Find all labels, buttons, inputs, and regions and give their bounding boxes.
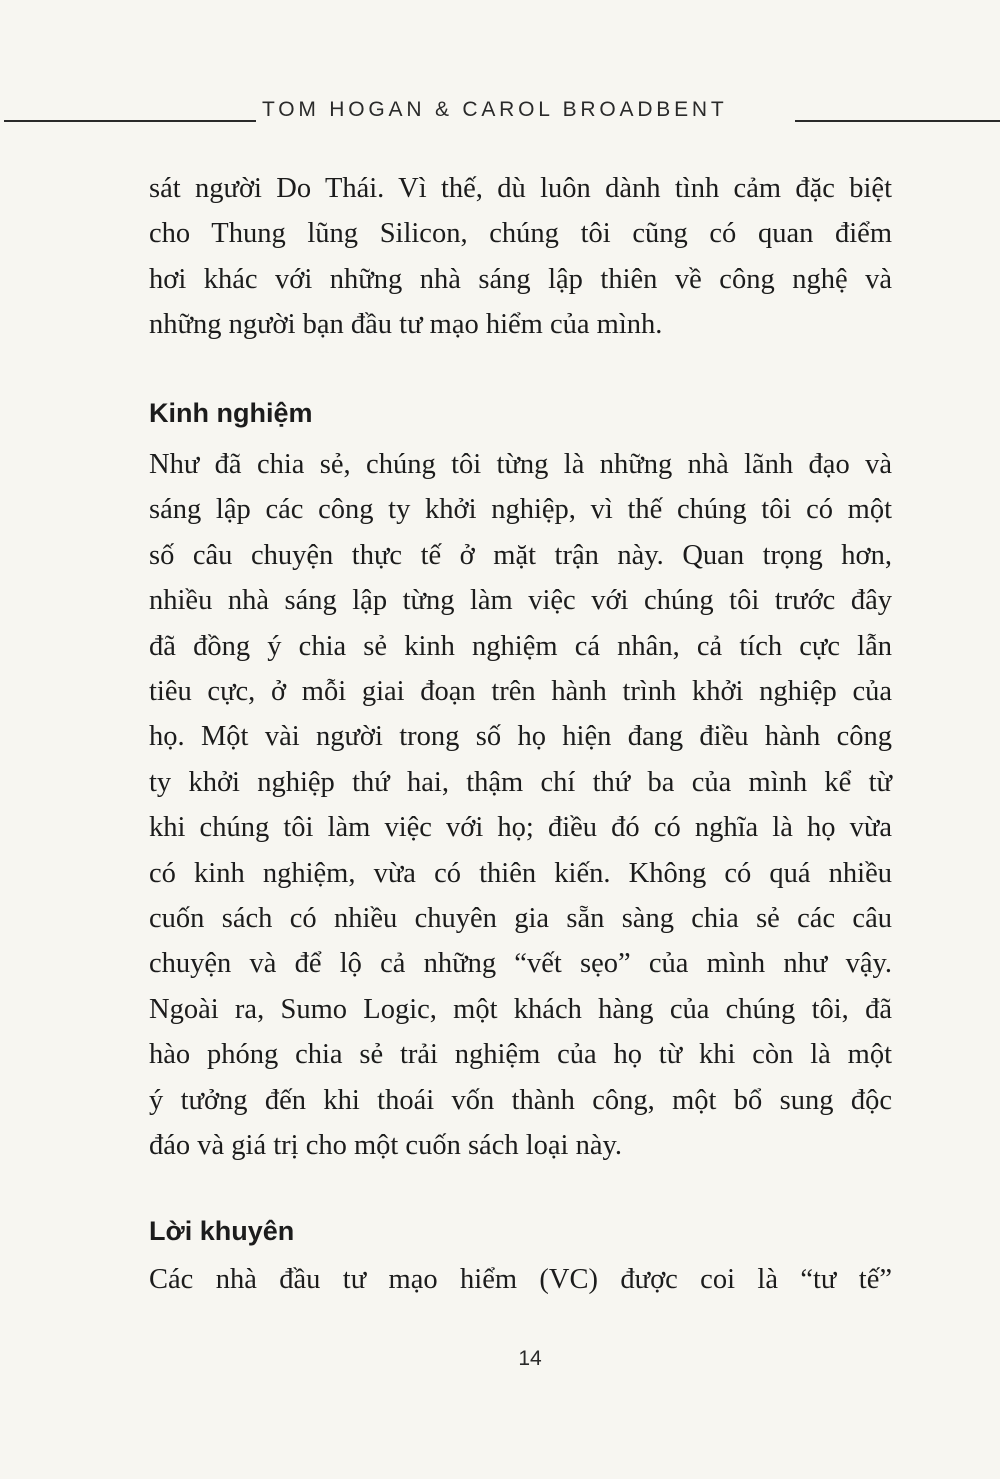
text-line: họ. Một vài người trong số họ hiện đang điều hành công	[149, 721, 892, 753]
text-line: Các nhà đầu tư mạo hiểm (VC) được coi là “tư tế”	[149, 1264, 892, 1295]
text-line: chuyện và để lộ cả những “vết sẹo” của mình như vậy.	[149, 948, 892, 980]
section-heading-advice: Lời khuyên	[149, 1216, 295, 1246]
running-header	[0, 96, 1000, 130]
header-rule-left	[4, 120, 256, 122]
text-line: đáo và giá trị cho một cuốn sách loại này.	[149, 1130, 623, 1162]
advice-paragraph	[149, 1257, 892, 1302]
experience-paragraph	[149, 442, 892, 1169]
page-number: 14	[518, 1347, 542, 1370]
text-line: sát người Do Thái. Vì thế, dù luôn dành tình cảm đặc biệt	[149, 173, 892, 204]
intro-paragraph	[149, 166, 892, 348]
text-line: cho Thung lũng Silicon, chúng tôi cũng có quan điểm	[149, 218, 892, 250]
text-line: đã đồng ý chia sẻ kinh nghiệm cá nhân, cả tích cực lẫn	[149, 630, 892, 662]
section-heading-experience: Kinh nghiệm	[149, 398, 313, 428]
text-line: ý tưởng đến khi thoái vốn thành công, một bổ sung độc	[149, 1084, 892, 1116]
text-line: những người bạn đầu tư mạo hiểm của mình.	[149, 309, 663, 341]
text-line: nhiều nhà sáng lập từng làm việc với chúng tôi trước đây	[149, 585, 892, 617]
text-line: sáng lập các công ty khởi nghiệp, vì thế chúng tôi có một	[149, 494, 892, 526]
text-line: Như đã chia sẻ, chúng tôi từng là những nhà lãnh đạo và	[149, 449, 892, 480]
text-line: số câu chuyện thực tế ở mặt trận này. Quan trọng hơn,	[149, 539, 892, 571]
text-line: hơi khác với những nhà sáng lập thiên về công nghệ và	[149, 263, 892, 295]
text-line: có kinh nghiệm, vừa có thiên kiến. Không có quá nhiều	[149, 857, 892, 889]
header-rule-right	[795, 120, 1000, 122]
text-line: tiêu cực, ở mỗi giai đoạn trên hành trình khởi nghiệp của	[149, 676, 892, 708]
text-line: khi chúng tôi làm việc với họ; điều đó có nghĩa là họ vừa	[149, 812, 892, 844]
text-line: Ngoài ra, Sumo Logic, một khách hàng của chúng tôi, đã	[149, 993, 892, 1025]
text-line: hào phóng chia sẻ trải nghiệm của họ từ khi còn là một	[149, 1039, 892, 1071]
text-line: cuốn sách có nhiều chuyên gia sẵn sàng chia sẻ các câu	[149, 903, 892, 935]
text-line: ty khởi nghiệp thứ hai, thậm chí thứ ba của mình kể từ	[149, 766, 892, 798]
header-title: TOM HOGAN & CAROL BROADBENT	[262, 98, 728, 121]
